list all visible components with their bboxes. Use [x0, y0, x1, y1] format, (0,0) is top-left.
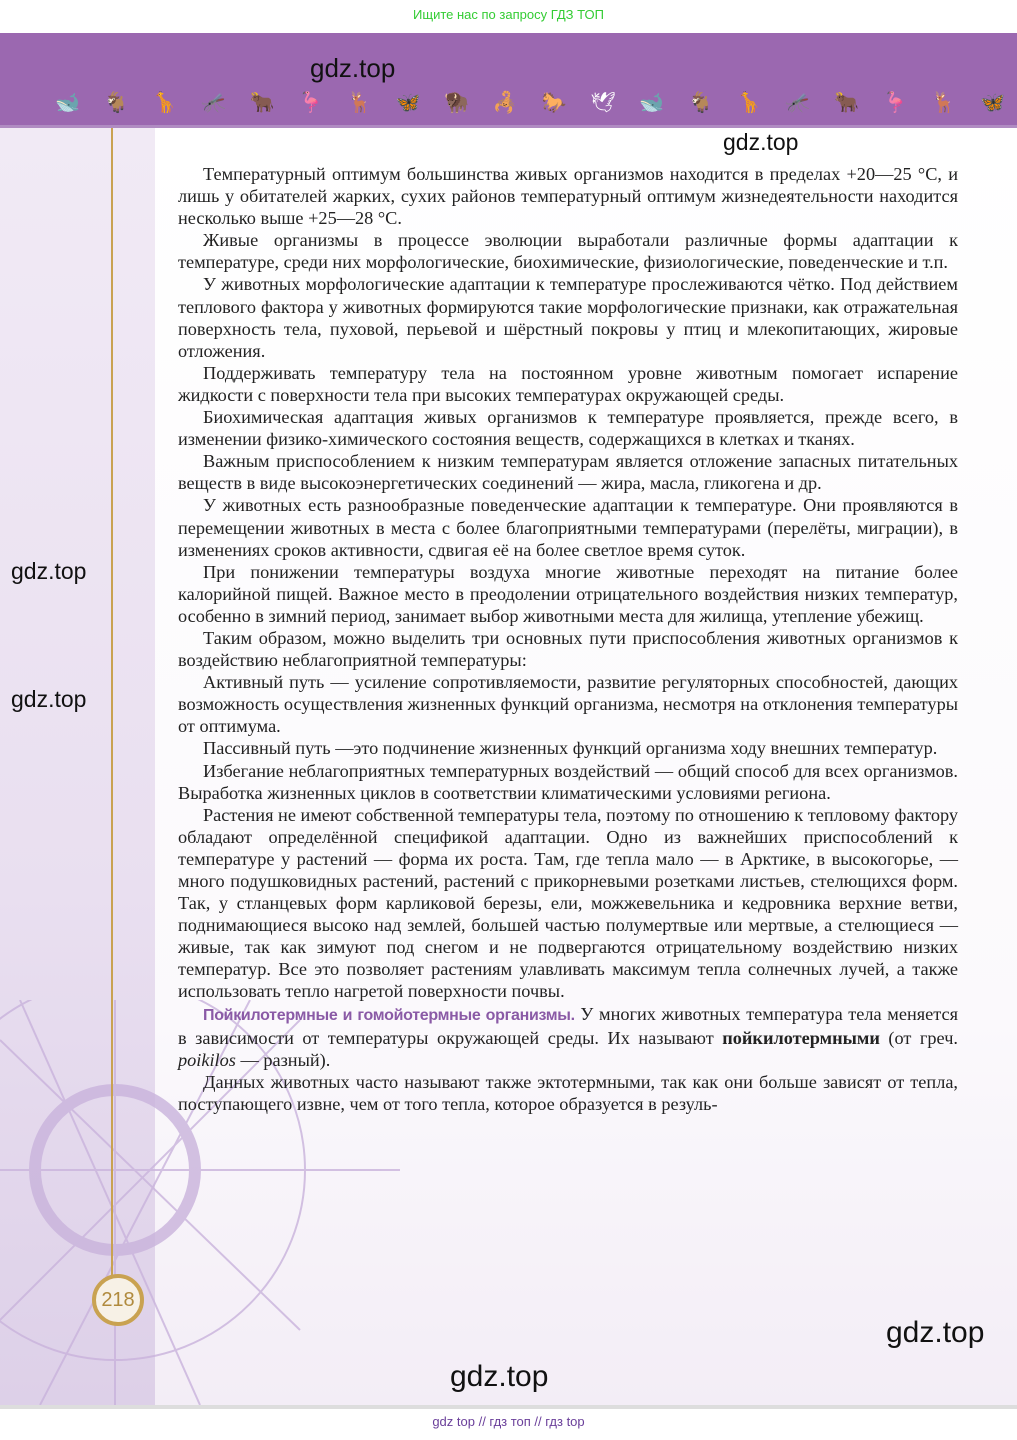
ostrich-icon: 🦩	[882, 92, 908, 114]
text-span: — разный).	[235, 1049, 331, 1070]
text-span: У многих животных температура тела меняется в зависимости от температуры окружающей среды. Их называют	[178, 1003, 959, 1048]
whale-icon: 🐋	[639, 92, 665, 114]
paragraph: Активный путь — усиление сопротивляемости, развитие регуляторных способностей, дающих возможность осуществления жизненных функций организма, несмотря на отклонения температуры от оптимума.	[178, 672, 958, 737]
antelope-icon: 🦌	[931, 92, 957, 114]
paragraph: Пассивный путь —это подчинение жизненных функций организма ходу внешних температур.	[203, 738, 938, 759]
watermark: gdz.top	[723, 129, 799, 155]
bull-icon: 🐂	[249, 92, 275, 114]
main-text	[178, 163, 958, 1115]
greek-word: poikilos	[178, 1049, 236, 1070]
watermark: gdz.top	[450, 1360, 549, 1393]
paragraph	[178, 1003, 958, 1071]
animal-silhouettes	[55, 90, 1005, 115]
watermark: gdz.top	[11, 558, 87, 584]
paragraph: У животных есть разнообразные поведенческие адаптации к температуре. Они проявляются в перемещении животных в места с более благоприятными температурами (перелёты, миграции), в изменениях сроков активности, сдвигая её на более светлое время суток.	[178, 495, 958, 560]
page-number: 218	[92, 1274, 144, 1326]
section-heading: Пойкилотермные и гомойотермные организмы.	[203, 1006, 575, 1024]
scorpion-icon: 🦂	[492, 92, 518, 114]
ostrich-icon: 🦩	[298, 92, 324, 114]
search-hint: Ищите нас по запросу ГДЗ ТОП	[413, 7, 604, 22]
paragraph: Данных животных часто называют также эктотермными, так как они больше зависят от тепла, поступающего извне, чем от того тепла, которое образуется в резуль-	[178, 1071, 958, 1114]
paragraph: Биохимическая адаптация живых организмов к температуре проявляется, прежде всего, в изменении физико-химического состояния веществ, содержащихся в клетках и тканях.	[178, 407, 958, 450]
paragraph: Важным приспособлением к низким температурам является отложение запасных питательных веществ в виде высокоэнергетических соединений — жира, масла, гликогена и др.	[178, 451, 958, 494]
insect-icon: 🦟	[200, 92, 226, 114]
butterfly-icon: 🦋	[395, 92, 421, 114]
insect-icon: 🦟	[785, 92, 811, 114]
paragraph: Таким образом, можно выделить три основных пути приспособления животных организмов к воздействию неблагоприятной температуры:	[178, 627, 958, 671]
text-span: (от греч.	[879, 1027, 958, 1048]
footer-divider	[0, 1405, 1017, 1409]
giraffe-icon: 🦒	[152, 92, 178, 114]
paragraph: Живые организмы в процессе эволюции выработали различные формы адаптации к температуре, среди них морфологические, биохимические, физиологические, поведенческие и т.п.	[178, 230, 958, 273]
watermark: gdz.top	[310, 53, 396, 83]
paragraph: Избегание неблагоприятных температурных воздействий — общий способ для всех организмов. Выработка жизненных циклов в соответствии климатическими условиями региона.	[178, 760, 958, 803]
margin-rule	[111, 128, 113, 1278]
paragraph: Растения не имеют собственной температуры тела, поэтому по отношению к тепловому фактору обладают определённой спецификой адаптации. Одно из важнейших приспособлений к температуре у растений — форма их роста. Там, где тепла мало — в Арктике, в высокогорье, — много подушковидных растений, растений с прикорневыми розетками листьев, стелющихся форм. Так, у стланцевых форм карликовой березы, ели, можжевельника и кедровника верхние ветви, поднимающиеся высоко над землей, большей частью полумертвые или мертвые, а стелющиеся — живые, так как зимуют под снегом и не подвергаются отрицательному воздействию низких температур. Все это позволяет растениям улавливать максимум тепла солнечных лучей, а также использовать тепло нагретой поверхности почвы.	[178, 804, 958, 1002]
paragraph: Температурный оптимум большинства живых организмов находится в пределах +20—25 °С, и лишь у обитателей жарких, сухих районов температурный оптимум жизнедеятельности находится несколько выше +25—28 °С.	[178, 164, 958, 229]
bull-icon: 🐂	[833, 92, 859, 114]
butterfly-icon: 🦋	[979, 92, 1005, 114]
term: пойкилотермными	[722, 1027, 880, 1048]
goat-icon: 🐐	[688, 92, 713, 114]
paragraph: При понижении температуры воздуха многие животные переходят на питание более калорийной пищей. Важное место в преодолении отрицательного воздействия низких температур, особенно в зимний период, занимает выбор животными места для жилища, утепление убежищ.	[178, 561, 958, 626]
watermark: gdz.top	[886, 1316, 985, 1349]
goat-icon: 🐐	[103, 92, 129, 114]
paragraph: Поддерживать температуру тела на постоянном уровне животным помогает испарение жидкости с поверхности тела при высоких температурах окружающей среды.	[178, 362, 958, 405]
footer-links: gdz top // гдз топ // гдз top	[432, 1414, 585, 1429]
bird-icon: 🕊	[590, 92, 616, 114]
horse-icon: 🐎	[541, 92, 567, 114]
paragraph: У животных морфологические адаптации к температуре прослеживаются чётко. Под действием теплового фактора у животных формируются такие морфологические признаки, как отражательная поверхность тела, пуховой, перьевой и шёрстный покровы у птиц и млекопитающих, жировые отложения.	[178, 274, 958, 361]
watermark: gdz.top	[11, 686, 87, 712]
antelope-icon: 🦌	[346, 92, 372, 114]
whale-icon: 🐋	[55, 92, 80, 114]
giraffe-icon: 🦒	[736, 92, 762, 114]
bison-icon: 🦬	[444, 92, 470, 114]
